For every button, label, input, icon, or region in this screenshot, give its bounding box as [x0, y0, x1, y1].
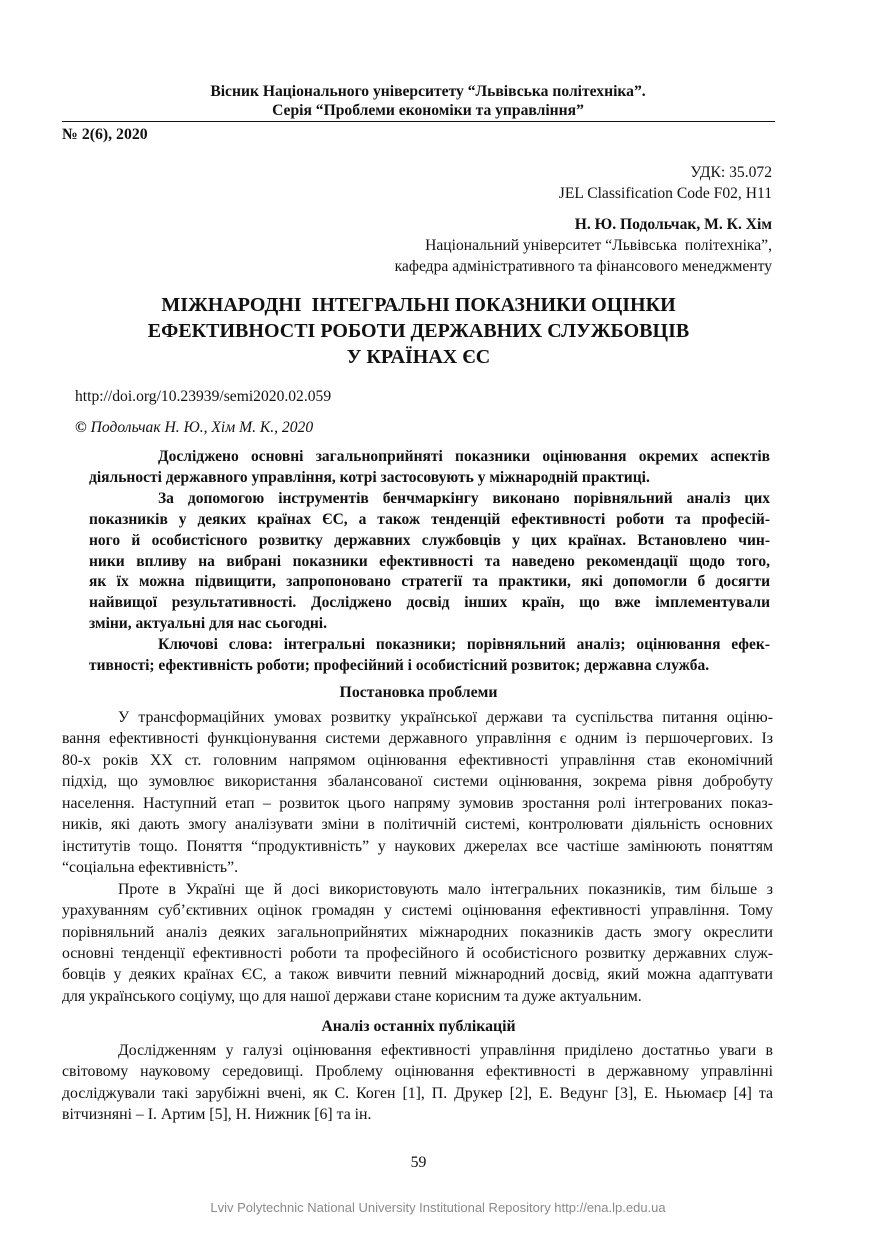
abstract-line: ного й особистісного розвитку державних службовців у цих країнах. Встановлено чин-	[89, 531, 770, 549]
header-divider	[62, 121, 775, 122]
body-line: порівняльний аналіз деяких загальноприйнятих міжнародних показників дасть змогу окреслити	[62, 923, 773, 941]
page-number: 59	[410, 1154, 427, 1171]
body-line: Проте в Україні ще й досі використовують мало інтегральних показників, тим більше з	[118, 880, 773, 898]
section-heading: Постановка проблеми	[339, 684, 498, 701]
keywords-line: тивності; ефективність роботи; професійний і особистісний розвиток; державна служба.	[89, 657, 710, 675]
body-line: підхід, що зумовлює використання збалансованої системи оцінювання, зокрема рівня добробуту	[62, 773, 773, 791]
body-line: населення. Наступний етап – розвиток цього напряму зумовив зростання ролі інтегрованих показ-	[62, 794, 773, 812]
udc-code: УДК: 35.072	[690, 164, 772, 181]
keywords-line: Ключові слова: інтегральні показники; порівняльний аналіз; оцінювання ефек-	[158, 636, 770, 654]
abstract-paragraph	[89, 489, 770, 635]
article-title-line: ЕФЕКТИВНОСТІ РОБОТИ ДЕРЖАВНИХ СЛУЖБОВЦІВ	[147, 320, 690, 342]
body-line: інститутів тощо. Поняття “продуктивність” у наукових джерелах все частіше замінюють поняттям	[62, 837, 773, 855]
body-line: урахуванням суб’єктивних оцінок громадян у системі оцінювання ефективності управління. Тому	[62, 902, 773, 920]
body-line: 80-х років XX ст. головним напрямом оцінювання ефективності управління став економічний	[62, 751, 773, 769]
affiliation-line: кафедра адміністративного та фінансового менеджменту	[394, 258, 772, 275]
body-line: Дослідженням у галузі оцінювання ефективності управління приділено достатньо уваги в	[118, 1042, 773, 1059]
journal-series-line: Серія “Проблеми економіки та управління”	[272, 102, 584, 119]
body-line: для українського соціуму, що для нашої держави стане корисним та дуже актуальним.	[62, 987, 642, 1005]
journal-header	[62, 82, 794, 120]
body-line: вітчизняні – І. Артим [5], Н. Нижник [6] та ін.	[62, 1106, 372, 1124]
article-title	[62, 292, 775, 370]
abstract-line: як їх можна підвищити, запропоновано стратегії та практики, які допомогли б досягти	[89, 573, 770, 591]
body-line: вання ефективності функціонування системи державного управління є одним із першочергових. Із	[62, 730, 773, 748]
copyright-symbol: ©	[75, 419, 87, 436]
body-paragraph	[62, 1040, 773, 1125]
body-line: досліджували такі зарубіжні вчені, як С. Коген [1], П. Друкер [2], Е. Ведунг [3], Е. Ньюмаєр [4] та	[62, 1084, 773, 1102]
repository-footer: Lviv Polytechnic National University Institutional Repository http://ena.lp.edu.ua	[210, 1200, 666, 1215]
affiliation-line: Національний університет “Львівська політехніка”,	[425, 237, 772, 254]
abstract	[89, 447, 770, 677]
body-line: бовців у деяких країнах ЄС, а також вивчити певний міжнародний досвід, який можна адаптувати	[62, 966, 773, 984]
section-body	[62, 1040, 773, 1125]
abstract-paragraph	[89, 447, 770, 489]
authors: Н. Ю. Подольчак, М. К. Хім	[574, 216, 772, 233]
body-paragraph	[62, 879, 773, 1008]
issue-number: № 2(6), 2020	[62, 126, 148, 143]
body-line: У трансформаційних умовах розвитку української держави та суспільства питання оціню-	[118, 709, 773, 726]
section-heading: Аналіз останніх публікацій	[321, 1018, 516, 1035]
body-paragraph	[62, 707, 773, 879]
abstract-line: показників у деяких країнах ЄС, а також тенденцій ефективності роботи та професій-	[89, 510, 770, 528]
body-line: світовому науковому середовищі. Проблему оцінювання ефективності в державному управлінні	[62, 1063, 773, 1081]
abstract-line: найвищої результативності. Досліджено досвід інших країн, що вже імплементували	[89, 594, 770, 612]
article-meta	[395, 162, 772, 277]
abstract-line: За допомогою інструментів бенчмаркінгу виконано порівняльний аналіз цих	[158, 489, 770, 507]
abstract-line: Досліджено основні загальноприйняті показники оцінювання окремих аспектів	[158, 448, 770, 465]
abstract-line: діяльності державного управління, котрі застосовують у міжнародній практиці.	[89, 468, 650, 486]
abstract-line: ники впливу на вибрані показники ефективності та наведено рекомендації щодо того,	[89, 552, 770, 570]
article-title-line: У КРАЇНАХ ЄС	[346, 346, 491, 368]
article-title-line: МІЖНАРОДНІ ІНТЕГРАЛЬНІ ПОКАЗНИКИ ОЦІНКИ	[161, 294, 676, 316]
copyright-line	[75, 417, 313, 438]
copyright-holders: Подольчак Н. Ю., Хім М. К., 2020	[90, 419, 314, 436]
journal-title-line: Вісник Національного університету “Львівська політехніка”.	[210, 83, 646, 100]
abstract-line: зміни, актуальні для нас сьогодні.	[89, 615, 327, 633]
doi-link[interactable]: http://doi.org/10.23939/semi2020.02.059	[75, 388, 332, 405]
body-line: ників, які дають змогу аналізувати зміни в політичній системі, контролювати діяльність основних	[62, 816, 773, 834]
jel-code: JEL Classification Code F02, H11	[558, 185, 772, 202]
body-line: основні тенденції ефективності роботи та професійного й особистісного розвитку державних служ-	[62, 944, 773, 962]
body-line: “соціальна ефективність”.	[62, 859, 239, 877]
section-body	[62, 707, 773, 1007]
keywords-paragraph	[89, 635, 770, 677]
